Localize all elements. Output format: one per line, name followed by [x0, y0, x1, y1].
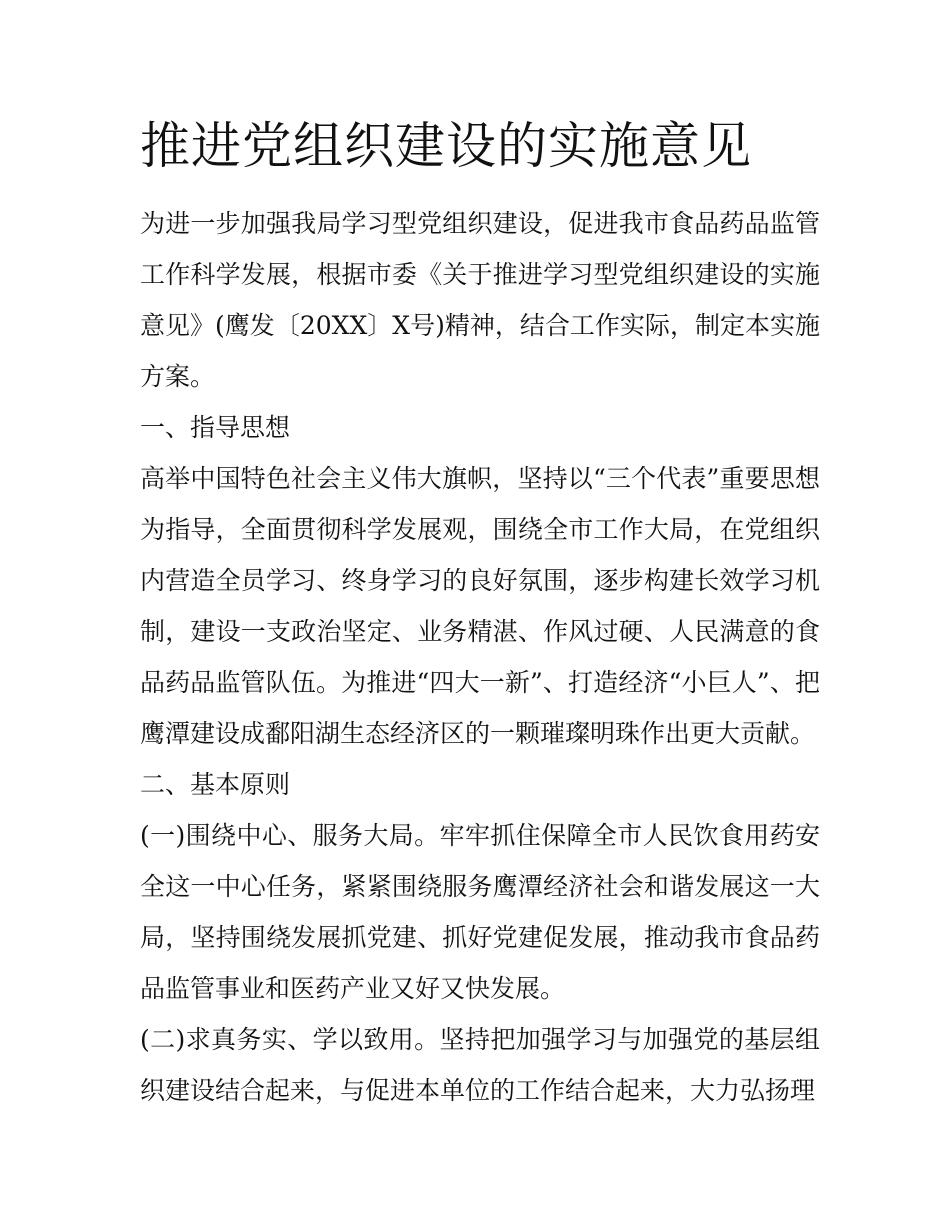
section-heading-guiding-ideology: 一、指导思想	[140, 413, 291, 442]
section-heading-basic-principles: 二、基本原则	[140, 770, 291, 799]
guiding-ideology-paragraph: 高举中国特色社会主义伟大旗帜，坚持以“三个代表”重要思想为指导，全面贯彻科学发展观，围绕全市工作大局，在党组织内营造全员学习、终身学习的良好氛围，逐步构建长效学习机制，建设一支政治坚定、业务精湛、作风过硬、人民满意的食品药品监管队伍。为推进“四大一新”、打造经济“小巨人”、把鹰潭建设成鄱阳湖生态经济区的一颗璀璨明珠作出更大贡献。	[140, 464, 820, 748]
principle-item-1: (一)围绕中心、服务大局。牢牢抓住保障全市人民饮食用药安全这一中心任务，紧紧围绕服务鹰潭经济社会和谐发展这一大局，坚持围绕发展抓党建、抓好党建促发展，推动我市食品药品监管事业和医药产业又好又快发展。	[140, 821, 820, 1003]
document-title: 推进党组织建设的实施意见	[140, 117, 752, 175]
principle-item-2: (二)求真务实、学以致用。坚持把加强学习与加强党的基层组织建设结合起来，与促进本单位的工作结合起来，大力弘扬理	[140, 1025, 820, 1105]
intro-paragraph: 为进一步加强我局学习型党组织建设，促进我市食品药品监管工作科学发展，根据市委《关于推进学习型党组织建设的实施意见》(鹰发〔20XX〕X号)精神，结合工作实际，制定本实施方案。	[140, 209, 820, 391]
document-body	[140, 112, 820, 1116]
